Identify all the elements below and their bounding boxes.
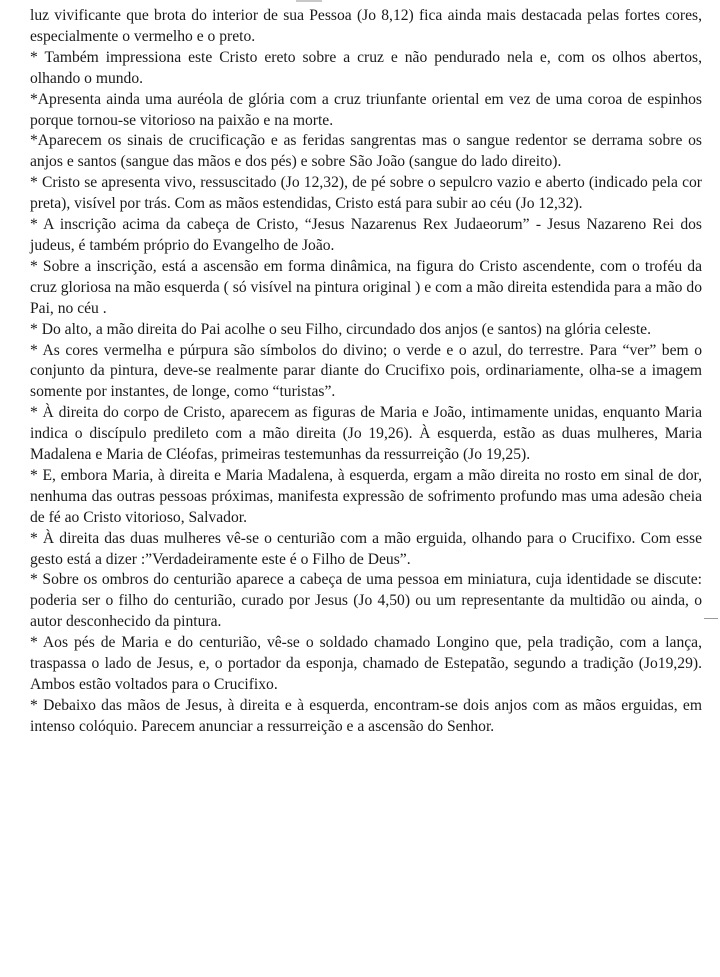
- paragraph-ascension: * Sobre a inscrição, está a ascensão em forma dinâmica, na figura do Cristo ascendente, com o troféu da cruz gloriosa na mão esquerda ( só visível na pintura original ) e com a mão direita estendida para a mão do Pai, no céu .: [30, 257, 702, 317]
- paragraph-longinus: * Aos pés de Maria e do centurião, vê-se o soldado chamado Longino que, pela tradição, com a lança, traspassa o lado de Jesus, e, o portador da esponja, chamado de Estepatão, segundo a tradição (Jo19,29). Ambos estão voltados para o Crucifixo.: [30, 634, 702, 693]
- paragraph-inscription: * A inscrição acima da cabeça de Cristo, “Jesus Nazarenus Rex Judaeorum” - Jesus Nazareno Rei dos judeus, é também próprio do Evangelho de João.: [30, 216, 702, 254]
- paragraph-father-hand: * Do alto, a mão direita do Pai acolhe o seu Filho, circundado dos anjos (e santos) na glória celeste.: [30, 320, 651, 338]
- paragraph-gesture-sorrow: * E, embora Maria, à direita e Maria Madalena, à esquerda, ergam a mão direita no rosto em sinal de dor, nenhuma das outras pessoas próximas, manifesta expressão de sofrimento profundo mas uma adesão cheia de fé ao Cristo vitorioso, Salvador.: [30, 466, 702, 526]
- paragraph-risen-christ: * Cristo se apresenta vivo, ressuscitado (Jo 12,32), de pé sobre o sepulcro vazio e aberto (indicado pela cor preta), visível por trás. Com as mãos estendidas, Cristo está para subir ao céu (Jo 12,32).: [30, 174, 702, 213]
- document-page: [30, 6, 702, 738]
- scan-mark-right: [704, 618, 718, 619]
- paragraph-colors: * As cores vermelha e púrpura são símbolos do divino; o verde e o azul, do terrestre. Para “ver” bem o conjunto da pintura, deve-se realmente parar diante do Crucifixo pois, ordinariamente, olha-se a imagem somente por instantes, de longe, como “turistas”.: [30, 341, 702, 401]
- paragraph-mary-john: * À direita do corpo de Cristo, aparecem as figuras de Maria e João, intimamente unidas, enquanto Maria indica o discípulo predileto com a mão direita (Jo 19,26). À esquerda, estão as duas mulheres, Maria Madalena e Maria de Cléofas, primeiras testemunhas da ressurreição (Jo 19,25).: [30, 404, 702, 464]
- paragraph-wounds: *Aparecem os sinais de crucificação e as feridas sangrentas mas o sangue redentor se derrama sobre os anjos e santos (sangue das mãos e dos pés) e sobre São João (sangue do lado direito).: [30, 132, 702, 171]
- paragraph-light-colors: luz vivificante que brota do interior de sua Pessoa (Jo 8,12) fica ainda mais destacada pelas fortes cores, especialmente o vermelho e o preto.: [30, 7, 702, 45]
- paragraph-halo: *Apresenta ainda uma auréola de glória com a cruz triunfante oriental em vez de uma coroa de espinhos porque tornou-se vitorioso na paixão e na morte.: [30, 90, 702, 129]
- paragraph-miniature-head: * Sobre os ombros do centurião aparece a cabeça de uma pessoa em miniatura, cuja identidade se discute: poderia ser o filho do centurião, curado por Jesus (Jo 4,50) ou um representante da multidão ou ainda, o autor desconhecido da pintura.: [30, 571, 702, 631]
- paragraph-centurion: * À direita das duas mulheres vê-se o centurião com a mão erguida, olhando para o Crucifixo. Com esse gesto está a dizer :”Verdadeiramente este é o Filho de Deus”.: [30, 529, 702, 568]
- paragraph-angels: * Debaixo das mãos de Jesus, à direita e à esquerda, encontram-se dois anjos com as mãos erguidas, em intenso colóquio. Parecem anunciar a ressurreição e a ascensão do Senhor.: [30, 696, 702, 735]
- scan-mark-top: [296, 0, 322, 2]
- paragraph-christ-upright: * Também impressiona este Cristo ereto sobre a cruz e não pendurado nela e, com os olhos abertos, olhando o mundo.: [30, 48, 702, 87]
